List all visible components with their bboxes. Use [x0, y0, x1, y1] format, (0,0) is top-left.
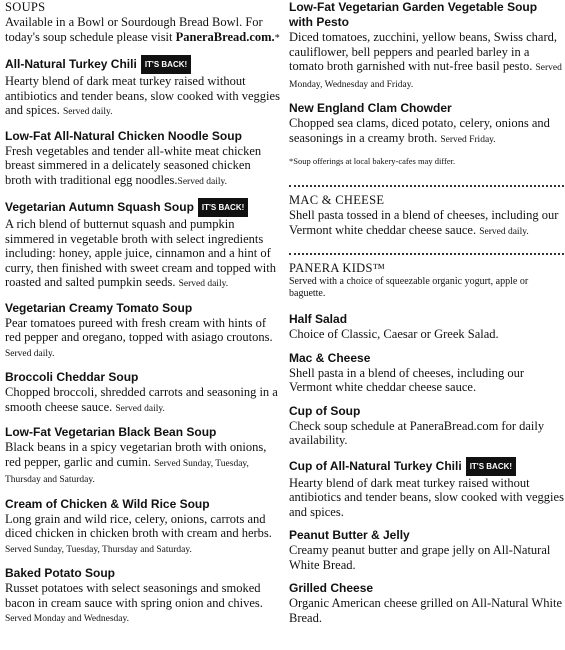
panera-link[interactable]: PaneraBread.com. — [175, 30, 275, 44]
section-divider — [289, 185, 564, 187]
menu-item-turkey-chili: All-Natural Turkey Chili IT'S BACK! Hearty blend of dark meat turkey raised without antibiotics and tender beans, slow cooked with veggies and spices. Served daily. — [5, 57, 280, 117]
kids-item-turkey-chili: Cup of All-Natural Turkey Chili IT'S BACK! Hearty blend of dark meat turkey raised without antibiotics and tender beans, slow cooked with veggies and spices. — [289, 458, 564, 519]
kids-desc: Served with a choice of squeezable organic yogurt, apple or baguette. — [289, 276, 529, 299]
menu-item-baked-potato: Baked Potato Soup Russet potatoes with select seasonings and smoked bacon in cream sauce with spring onion and chives. Served Monday and Wednesday. — [5, 566, 263, 624]
kids-item-pbj: Peanut Butter & Jelly Creamy peanut butter and grape jelly on All-Natural White Bread. — [289, 528, 551, 572]
kids-heading: PANERA KIDS™ — [289, 261, 386, 275]
menu-item-black-bean: Low-Fat Vegetarian Black Bean Soup Black beans in a spicy vegetarian broth with onions, red pepper, garlic and cumin. Served Sunday, Tuesday, Thursday and Saturday. — [5, 425, 267, 485]
menu-item-clam-chowder: New England Clam Chowder Chopped sea clams, diced potato, celery, onions and seasonings in a creamy broth. Served Friday. — [289, 101, 550, 145]
right-column — [289, 0, 564, 634]
menu-item-chicken-noodle: Low-Fat All-Natural Chicken Noodle Soup Fresh vegetables and tender all-white meat chicken breast simmered in a delicately seasoned chicken broth with traditional egg noodles.Served daily. — [5, 128, 262, 187]
mac-cheese-heading: MAC & CHEESE — [289, 193, 385, 207]
its-back-badge: IT'S BACK! — [141, 55, 191, 74]
left-column — [5, 0, 280, 636]
kids-item-cup-of-soup: Cup of Soup Check soup schedule at PaneraBread.com for daily availability. — [289, 403, 545, 447]
soup-footnote: *Soup offerings at local bakery-cafes may differ. — [289, 156, 456, 166]
menu-item-garden-vegetable: Low-Fat Vegetarian Garden Vegetable Soup with Pesto Diced tomatoes, zucchini, yellow beans, Swiss chard, cauliflower, bell peppers and pearled barley in a tomato broth garnished with nut-free basil pesto. Served Monday, Wednesday and Friday. — [289, 0, 562, 90]
section-divider — [289, 253, 564, 255]
menu-item-autumn-squash: Vegetarian Autumn Squash Soup IT'S BACK! A rich blend of butternut squash and pumpkin simmered in vegetable broth with select ingredients including: honey, apple juice, cinnamon and a hint of curry, then finished with sweet cream and topped with roasted and salted pumpkin seeds. Served daily. — [5, 200, 276, 289]
kids-item-mac-cheese: Mac & Cheese Shell pasta in a blend of cheeses, including our Vermont white cheddar cheese sauce. — [289, 350, 525, 394]
menu-item-chicken-wild-rice: Cream of Chicken & Wild Rice Soup Long grain and wild rice, celery, onions, carrots and diced chicken in chicken broth with cream and herbs. Served Sunday, Tuesday, Thursday and Saturday. — [5, 496, 272, 555]
soups-intro: Available in a Bowl or Sourdough Bread Bowl. For today's soup schedule please visit PaneraBread.com.* — [5, 15, 280, 44]
kids-item-grilled-cheese: Grilled Cheese Organic American cheese grilled on All-Natural White Bread. — [289, 581, 563, 625]
mac-cheese-desc: Shell pasta tossed in a blend of cheeses, including our Vermont white cheddar cheese sauce. Served daily. — [289, 208, 559, 237]
its-back-badge: IT'S BACK! — [466, 457, 516, 476]
soups-heading: SOUPS — [5, 0, 46, 14]
menu-item-broccoli-cheddar: Broccoli Cheddar Soup Chopped broccoli, shredded carrots and seasoning in a smooth cheese sauce. Served daily. — [5, 370, 278, 414]
kids-item-half-salad: Half Salad Choice of Classic, Caesar or Greek Salad. — [289, 312, 499, 341]
menu-item-creamy-tomato: Vegetarian Creamy Tomato Soup Pear tomatoes pureed with fresh cream with hints of red pepper and oregano, topped with asiago croutons. Served daily. — [5, 300, 273, 359]
its-back-badge: IT'S BACK! — [198, 198, 248, 217]
